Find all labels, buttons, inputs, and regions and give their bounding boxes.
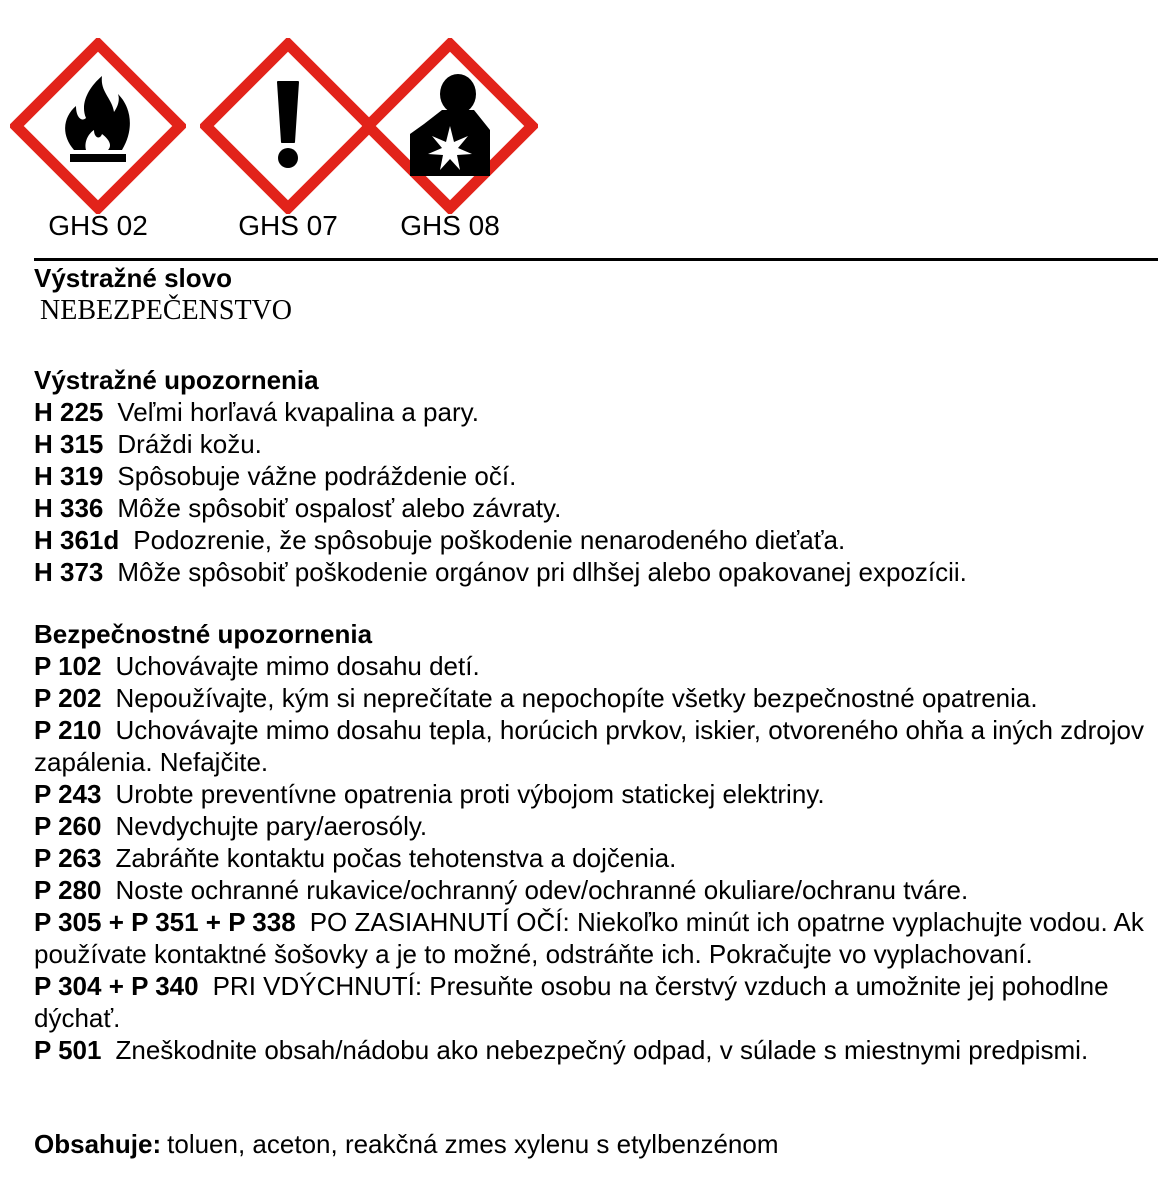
statement-text: Môže spôsobiť ospalosť alebo závraty. <box>117 493 562 523</box>
ghs-code-label: GHS 07 <box>238 210 338 241</box>
precautionary-statements-section <box>34 618 1158 1066</box>
statement-item <box>34 1034 1158 1066</box>
signal-word-section <box>34 262 1158 328</box>
hazard-statements-list <box>34 396 1158 588</box>
statement-code: H 315 <box>34 429 104 459</box>
flame-icon <box>10 38 186 214</box>
contains-label: Obsahuje: <box>34 1129 162 1159</box>
hazard-statements-heading: Výstražné upozornenia <box>34 365 319 395</box>
statement-item <box>34 460 1158 492</box>
statement-code: H 336 <box>34 493 104 523</box>
statement-item <box>34 396 1158 428</box>
statement-text: Zabráňte kontaktu počas tehotenstva a dojčenia. <box>115 843 677 873</box>
ghs-code-label: GHS 02 <box>48 210 148 241</box>
health-hazard-icon <box>362 38 538 214</box>
statement-code: P 243 <box>34 779 102 809</box>
statement-text: Uchovávajte mimo dosahu tepla, horúcich prvkov, iskier, otvoreného ohňa a iných zdrojov zapálenia. Nefajčite. <box>34 715 1144 777</box>
statement-text: Nepoužívajte, kým si neprečítate a nepochopíte všetky bezpečnostné opatrenia. <box>115 683 1038 713</box>
statement-text: Uchovávajte mimo dosahu detí. <box>115 651 480 681</box>
statement-item <box>34 810 1158 842</box>
statement-text: Zneškodnite obsah/nádobu ako nebezpečný odpad, v súlade s miestnymi predpismi. <box>115 1035 1089 1065</box>
statement-item <box>34 842 1158 874</box>
statement-item <box>34 970 1158 1034</box>
statement-code: P 304 + P 340 <box>34 971 199 1001</box>
hazard-statements-section <box>34 364 1158 588</box>
statement-code: P 305 + P 351 + P 338 <box>34 907 296 937</box>
statement-code: P 202 <box>34 683 102 713</box>
statement-text: Môže spôsobiť poškodenie orgánov pri dlhšej alebo opakovanej expozícii. <box>117 557 967 587</box>
statement-code: P 280 <box>34 875 102 905</box>
ghs07-pictogram <box>200 38 376 214</box>
statement-code: H 319 <box>34 461 104 491</box>
statement-code: H 361d <box>34 525 120 555</box>
statement-text: Nevdychujte pary/aerosóly. <box>115 811 428 841</box>
statement-text: Noste ochranné rukavice/ochranný odev/ochranné okuliare/ochranu tváre. <box>115 875 969 905</box>
statement-text: Urobte preventívne opatrenia proti výbojom statickej elektriny. <box>115 779 825 809</box>
statement-item <box>34 682 1158 714</box>
statement-item <box>34 524 1158 556</box>
exclamation-mark-icon <box>200 38 376 214</box>
statement-item <box>34 714 1158 778</box>
statement-code: H 373 <box>34 557 104 587</box>
precautionary-statements-heading: Bezpečnostné upozornenia <box>34 619 373 649</box>
statement-code: P 102 <box>34 651 102 681</box>
statement-code: P 210 <box>34 715 102 745</box>
statement-item <box>34 906 1158 970</box>
statement-text: PRI VDÝCHNUTÍ: Presuňte osobu na čerstvý vzduch a umožnite jej pohodlne dýchať. <box>34 971 1109 1033</box>
statement-item <box>34 428 1158 460</box>
statement-text: Podozrenie, že spôsobuje poškodenie nenarodeného dieťaťa. <box>133 525 846 555</box>
statement-item <box>34 492 1158 524</box>
divider <box>34 258 1158 261</box>
ghs-code-label: GHS 08 <box>400 210 500 241</box>
statement-text: Dráždi kožu. <box>117 429 262 459</box>
statement-code: P 501 <box>34 1035 102 1065</box>
ghs08-pictogram <box>362 38 538 214</box>
signal-word-heading: Výstražné slovo <box>34 263 232 293</box>
statement-code: P 260 <box>34 811 102 841</box>
contains-line <box>34 1128 1158 1160</box>
ghs02-pictogram <box>10 38 186 214</box>
precautionary-statements-list <box>34 650 1158 1066</box>
statement-text: PO ZASIAHNUTÍ OČÍ: Niekoľko minút ich opatrne vyplachujte vodou. Ak používate kontaktné šošovky a je to možné, odstráňte ich. Pokračujte vo vyplachovaní. <box>34 907 1144 969</box>
statement-code: P 263 <box>34 843 102 873</box>
statement-item <box>34 874 1158 906</box>
contains-value: toluen, aceton, reakčná zmes xylenu s etylbenzénom <box>167 1129 779 1159</box>
statement-text: Spôsobuje vážne podráždenie očí. <box>117 461 517 491</box>
statement-item <box>34 778 1158 810</box>
statement-code: H 225 <box>34 397 104 427</box>
statement-text: Veľmi horľavá kvapalina a pary. <box>117 397 479 427</box>
signal-word-value: NEBEZPEČENSTVO <box>40 295 292 326</box>
statement-item <box>34 556 1158 588</box>
statement-item <box>34 650 1158 682</box>
